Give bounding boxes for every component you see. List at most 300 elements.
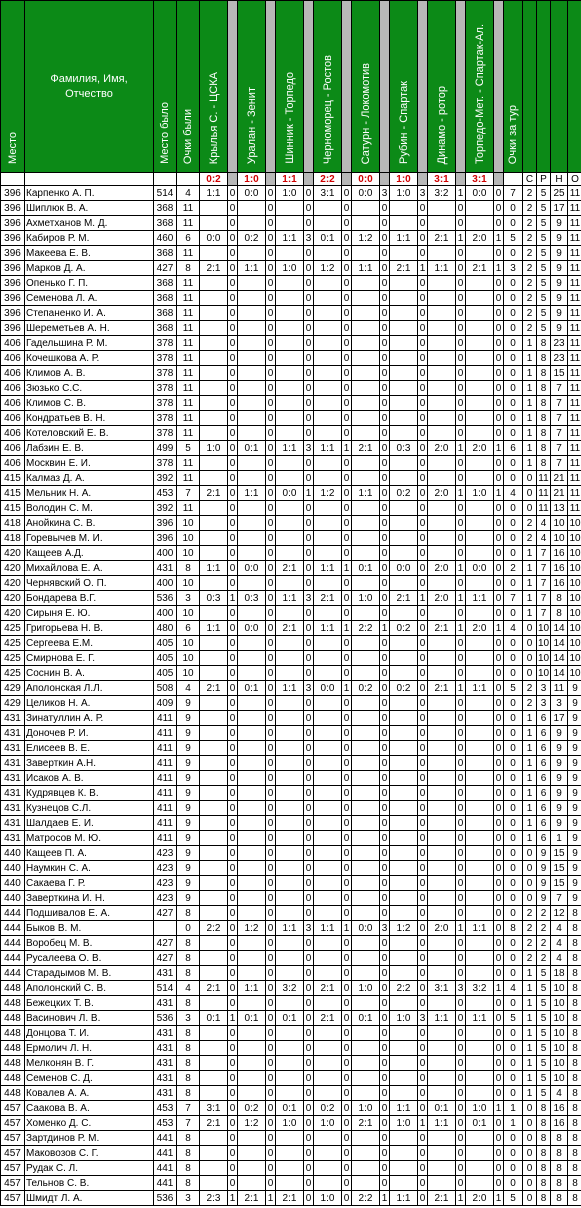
match-points-cell: 0 [494,366,504,381]
prediction-cell [390,816,418,831]
n-cell: 9 [551,741,568,756]
match-points-cell: 0 [380,591,390,606]
match-points-cell: 0 [380,366,390,381]
results-row [1,173,581,186]
match-points-cell: 0 [342,651,352,666]
table-row [1,591,581,606]
col-header-match-4: Черноморец - Ростов [314,1,342,173]
match-points-cell: 0 [418,861,428,876]
match-points-cell: 3 [304,591,314,606]
match-points-cell: 0 [304,696,314,711]
match-points-cell: 1 [494,981,504,996]
prediction-cell [352,381,380,396]
round-points-cell: 0 [504,966,523,981]
match-points-cell: 0 [266,561,276,576]
o-cell: 11 [568,291,581,306]
n-cell: 4 [551,936,568,951]
match-points-cell: 0 [342,981,352,996]
label-s: С [523,173,537,186]
prediction-cell: 2:1 [276,621,304,636]
col-header-match-5: Сатурн - Локомотив [352,1,380,173]
table-row [1,651,581,666]
prediction-cell [390,876,418,891]
prediction-cell: 1:0 [390,186,418,201]
table-row [1,1176,581,1191]
prev-points-cell: 9 [177,741,200,756]
table-row [1,891,581,906]
prev-place-cell: 378 [154,426,177,441]
match-points-cell: 0 [456,501,466,516]
match-points-cell: 0 [342,741,352,756]
table-row [1,456,581,471]
prediction-cell [466,411,494,426]
prediction-cell [390,396,418,411]
prediction-cell: 0:1 [352,561,380,576]
match-points-cell: 0 [380,891,390,906]
prediction-cell [238,396,266,411]
prediction-cell: 2:1 [200,681,228,696]
n-cell: 10 [551,996,568,1011]
place-cell: 440 [1,846,25,861]
n-cell: 9 [551,261,568,276]
match-points-cell: 0 [266,786,276,801]
match-points-cell: 0 [342,666,352,681]
prediction-cell: 1:0 [466,1101,494,1116]
prediction-cell [466,1056,494,1071]
prev-points-cell: 8 [177,1056,200,1071]
match-points-cell: 0 [228,621,238,636]
prediction-cell [314,201,342,216]
match-points-cell: 0 [380,876,390,891]
prev-points-cell: 10 [177,651,200,666]
match-points-cell: 1 [456,591,466,606]
n-cell: 17 [551,711,568,726]
prev-points-cell: 7 [177,1116,200,1131]
match-points-cell: 0 [456,1116,466,1131]
col-header-r [537,1,551,173]
match-points-cell: 0 [342,831,352,846]
match-points-cell: 0 [266,966,276,981]
round-points-cell: 0 [504,1071,523,1086]
prediction-cell [352,276,380,291]
prev-points-cell: 8 [177,1176,200,1191]
prediction-cell: 2:1 [200,981,228,996]
match-points-cell: 0 [418,441,428,456]
match-points-cell: 0 [418,846,428,861]
prev-place-cell: 431 [154,1071,177,1086]
match-points-cell: 0 [266,396,276,411]
prediction-cell: 1:2 [238,921,266,936]
match-points-cell: 0 [304,546,314,561]
match-points-cell: 0 [456,531,466,546]
prediction-cell [428,936,456,951]
match-points-cell: 0 [228,501,238,516]
prediction-cell [390,291,418,306]
name-cell: Исаков А. В. [25,771,154,786]
name-cell: Маковозов С. Г. [25,1146,154,1161]
name-cell: Шалдаев Е. И. [25,816,154,831]
prev-points-cell: 9 [177,786,200,801]
prediction-cell [238,636,266,651]
match-points-cell: 0 [342,186,352,201]
prev-place-cell: 411 [154,816,177,831]
match-points-cell: 0 [342,546,352,561]
match-points-cell: 0 [494,831,504,846]
match-points-cell: 0 [266,681,276,696]
r-cell: 6 [537,786,551,801]
prediction-cell [314,246,342,261]
match-points-cell: 0 [418,621,428,636]
match-points-cell: 0 [228,696,238,711]
prediction-cell [466,1041,494,1056]
prediction-cell [276,996,304,1011]
match-points-cell: 0 [266,591,276,606]
match-result: 3:1 [466,173,494,186]
place-cell: 415 [1,501,25,516]
r-cell: 5 [537,1071,551,1086]
place-cell: 444 [1,966,25,981]
prediction-cell [200,756,228,771]
place-cell: 431 [1,741,25,756]
s-cell: 1 [523,966,537,981]
match-points-cell: 0 [342,606,352,621]
prediction-cell [314,936,342,951]
match-points-cell: 1 [494,621,504,636]
prediction-cell [390,801,418,816]
prev-points-cell: 10 [177,636,200,651]
prev-points-cell: 9 [177,726,200,741]
o-cell: 11 [568,501,581,516]
prediction-cell [314,1026,342,1041]
match-points-cell: 0 [228,246,238,261]
prev-points-cell: 9 [177,876,200,891]
match-points-cell: 0 [380,201,390,216]
match-points-cell: 0 [228,1026,238,1041]
prediction-cell [390,1071,418,1086]
round-points-cell: 0 [504,336,523,351]
place-cell: 431 [1,711,25,726]
match-points-cell: 0 [494,936,504,951]
prediction-cell [276,636,304,651]
prediction-cell [276,366,304,381]
match-points-cell: 0 [380,576,390,591]
place-cell: 415 [1,486,25,501]
match-points-cell: 0 [456,321,466,336]
prediction-cell [352,786,380,801]
round-points-cell: 0 [504,861,523,876]
prediction-cell [390,861,418,876]
match-points-cell: 0 [228,516,238,531]
match-points-cell: 0 [380,561,390,576]
n-cell: 14 [551,651,568,666]
prediction-cell [428,216,456,231]
match-points-cell: 0 [380,1086,390,1101]
match-points-cell: 0 [342,696,352,711]
prediction-cell [276,771,304,786]
match-points-cell: 0 [228,771,238,786]
table-row [1,1191,581,1206]
prediction-cell: 1:0 [352,1101,380,1116]
prediction-cell [428,1056,456,1071]
round-points-cell: 0 [504,831,523,846]
match-points-cell: 1 [342,681,352,696]
match-points-cell: 0 [494,246,504,261]
prediction-cell [352,1041,380,1056]
place-cell: 448 [1,1086,25,1101]
match-points-cell: 0 [456,906,466,921]
match-points-cell: 0 [304,981,314,996]
table-row [1,606,581,621]
col-header-prev-place: Место было [154,1,177,173]
round-points-cell: 0 [504,1161,523,1176]
match-points-cell: 0 [418,1086,428,1101]
round-points-cell: 0 [504,411,523,426]
prediction-cell [428,411,456,426]
round-points-cell: 0 [504,276,523,291]
prediction-cell: 0:0 [466,186,494,201]
n-cell: 10 [551,531,568,546]
o-cell: 11 [568,351,581,366]
table-row [1,936,581,951]
s-cell: 2 [523,261,537,276]
prediction-cell: 1:2 [238,1116,266,1131]
match-points-cell: 0 [380,1011,390,1026]
match-points-cell: 0 [342,711,352,726]
prev-points-cell: 6 [177,231,200,246]
name-cell: Воробец М. В. [25,936,154,951]
place-cell: 440 [1,891,25,906]
match-points-cell: 0 [266,891,276,906]
match-points-cell: 0 [304,276,314,291]
n-cell: 10 [551,981,568,996]
prediction-cell: 3:2 [428,186,456,201]
prediction-cell [466,696,494,711]
prediction-cell [238,1041,266,1056]
prediction-cell [200,1161,228,1176]
prediction-cell [238,1026,266,1041]
match-points-cell: 0 [342,321,352,336]
prediction-cell [314,351,342,366]
prediction-cell [390,1026,418,1041]
prev-points-cell: 9 [177,711,200,726]
place-cell: 420 [1,591,25,606]
prev-points-cell: 8 [177,261,200,276]
match-points-cell: 0 [304,801,314,816]
round-points-cell: 5 [504,1191,523,1206]
round-points-cell: 2 [504,561,523,576]
match-points-cell: 0 [418,831,428,846]
match-points-cell: 0 [456,291,466,306]
prediction-cell: 1:0 [466,486,494,501]
prediction-cell [314,636,342,651]
match-points-cell: 0 [418,426,428,441]
prediction-cell [276,321,304,336]
s-cell: 1 [523,786,537,801]
s-cell: 1 [523,726,537,741]
match-points-cell: 0 [342,216,352,231]
r-cell: 4 [537,531,551,546]
r-cell: 6 [537,741,551,756]
o-cell: 9 [568,846,581,861]
prediction-cell: 0:0 [314,681,342,696]
o-cell: 10 [569,637,581,649]
s-cell: 0 [523,666,537,681]
match-points-cell: 0 [494,846,504,861]
match-points-cell: 0 [228,786,238,801]
match-points-cell: 0 [418,231,428,246]
prediction-cell: 1:1 [238,981,266,996]
match-points-cell: 0 [418,801,428,816]
place-cell: 420 [1,576,25,591]
prev-place-cell: 368 [154,291,177,306]
n-cell: 7 [551,426,568,441]
prediction-cell [352,666,380,681]
o-cell: 8 [568,1086,581,1101]
round-points-cell: 0 [504,471,523,486]
table-row [1,951,581,966]
o-cell: 11 [568,216,581,231]
prediction-cell [466,426,494,441]
place-cell: 457 [1,1101,25,1116]
prediction-cell [428,546,456,561]
o-cell: 9 [568,726,581,741]
s-cell: 2 [523,696,537,711]
round-points-cell: 0 [504,756,523,771]
round-points-cell: 7 [504,186,523,201]
table-row [1,276,581,291]
prediction-cell [466,576,494,591]
name-cell: Заверткин А.Н. [25,756,154,771]
prev-place-cell: 368 [154,306,177,321]
n-cell: 9 [551,816,568,831]
match-points-cell: 0 [456,1026,466,1041]
table-row [1,816,581,831]
match-points-cell: 0 [418,411,428,426]
match-points-cell: 0 [380,636,390,651]
match-points-cell: 0 [228,336,238,351]
match-points-cell: 0 [266,381,276,396]
match-points-cell: 1 [418,591,428,606]
match-points-cell: 0 [456,246,466,261]
match-points-cell: 0 [418,981,428,996]
match-result: 0:2 [200,173,228,186]
table-row [1,921,581,936]
match-points-cell: 0 [494,1056,504,1071]
o-cell: 8 [568,1116,581,1131]
prev-place-cell: 499 [154,441,177,456]
table-row [1,381,581,396]
place-cell: 431 [1,816,25,831]
match-points-cell: 0 [380,966,390,981]
match-points-cell: 0 [418,336,428,351]
name-cell: Степаненко И. А. [25,306,154,321]
prediction-cell [428,576,456,591]
o-cell: 11 [568,246,581,261]
prediction-cell [276,546,304,561]
table-row [1,201,581,216]
match-points-cell: 0 [380,906,390,921]
place-cell: 457 [1,1191,25,1206]
match-points-cell: 1 [418,261,428,276]
match-points-cell: 0 [266,711,276,726]
prediction-cell [200,546,228,561]
match-points-cell: 3 [418,186,428,201]
match-points-cell: 0 [304,1071,314,1086]
table-row [1,531,581,546]
prev-points-cell: 9 [177,771,200,786]
match-points-cell: 0 [456,426,466,441]
prediction-cell [200,1086,228,1101]
match-points-cell: 0 [266,246,276,261]
match-points-cell: 0 [228,531,238,546]
match-points-cell: 0 [494,666,504,681]
place-cell: 396 [1,276,25,291]
match-points-cell: 0 [228,891,238,906]
match-points-cell: 0 [494,456,504,471]
match-points-cell: 0 [304,846,314,861]
prediction-cell [428,786,456,801]
prediction-cell [276,1176,304,1191]
match-points-cell: 0 [494,471,504,486]
prediction-cell: 3:1 [200,1101,228,1116]
match-points-cell: 0 [342,516,352,531]
prediction-cell: 2:0 [428,561,456,576]
match-points-cell: 1 [494,1191,504,1206]
match-points-cell: 0 [228,1071,238,1086]
n-cell: 7 [551,396,568,411]
name-cell: Целиков Н. А. [25,696,154,711]
prediction-cell: 1:1 [314,561,342,576]
prediction-cell [352,1176,380,1191]
r-cell: 5 [537,261,551,276]
prediction-cell [428,1071,456,1086]
prediction-cell [238,906,266,921]
o-cell: 9 [568,861,581,876]
prediction-cell [314,906,342,921]
match-points-cell: 0 [418,501,428,516]
prediction-cell [314,1161,342,1176]
match-points-cell: 0 [342,891,352,906]
match-points-cell: 0 [228,861,238,876]
round-points-cell: 0 [504,606,523,621]
prediction-cell [390,951,418,966]
n-cell: 14 [551,666,568,681]
table-row [1,621,581,636]
prediction-cell [390,366,418,381]
name-cell: Мелконян В. Г. [25,1056,154,1071]
o-cell: 11 [568,381,581,396]
r-cell: 5 [537,246,551,261]
place-cell: 448 [1,996,25,1011]
match-points-cell: 0 [418,876,428,891]
prev-place-cell: 368 [154,201,177,216]
prediction-cell [428,1176,456,1191]
prev-place-cell: 378 [154,411,177,426]
round-points-cell: 0 [504,426,523,441]
match-points-cell: 0 [380,1116,390,1131]
round-points-cell: 0 [504,711,523,726]
prediction-cell [314,546,342,561]
prediction-cell [352,801,380,816]
col-header-match-3: Шинник - Торпедо [276,1,304,173]
r-cell: 10 [538,667,550,679]
prediction-cell [352,1086,380,1101]
match-points-cell: 0 [418,816,428,831]
match-points-cell: 0 [418,396,428,411]
r-cell: 3 [537,681,551,696]
match-points-cell: 0 [266,1176,276,1191]
match-points-cell: 0 [380,411,390,426]
